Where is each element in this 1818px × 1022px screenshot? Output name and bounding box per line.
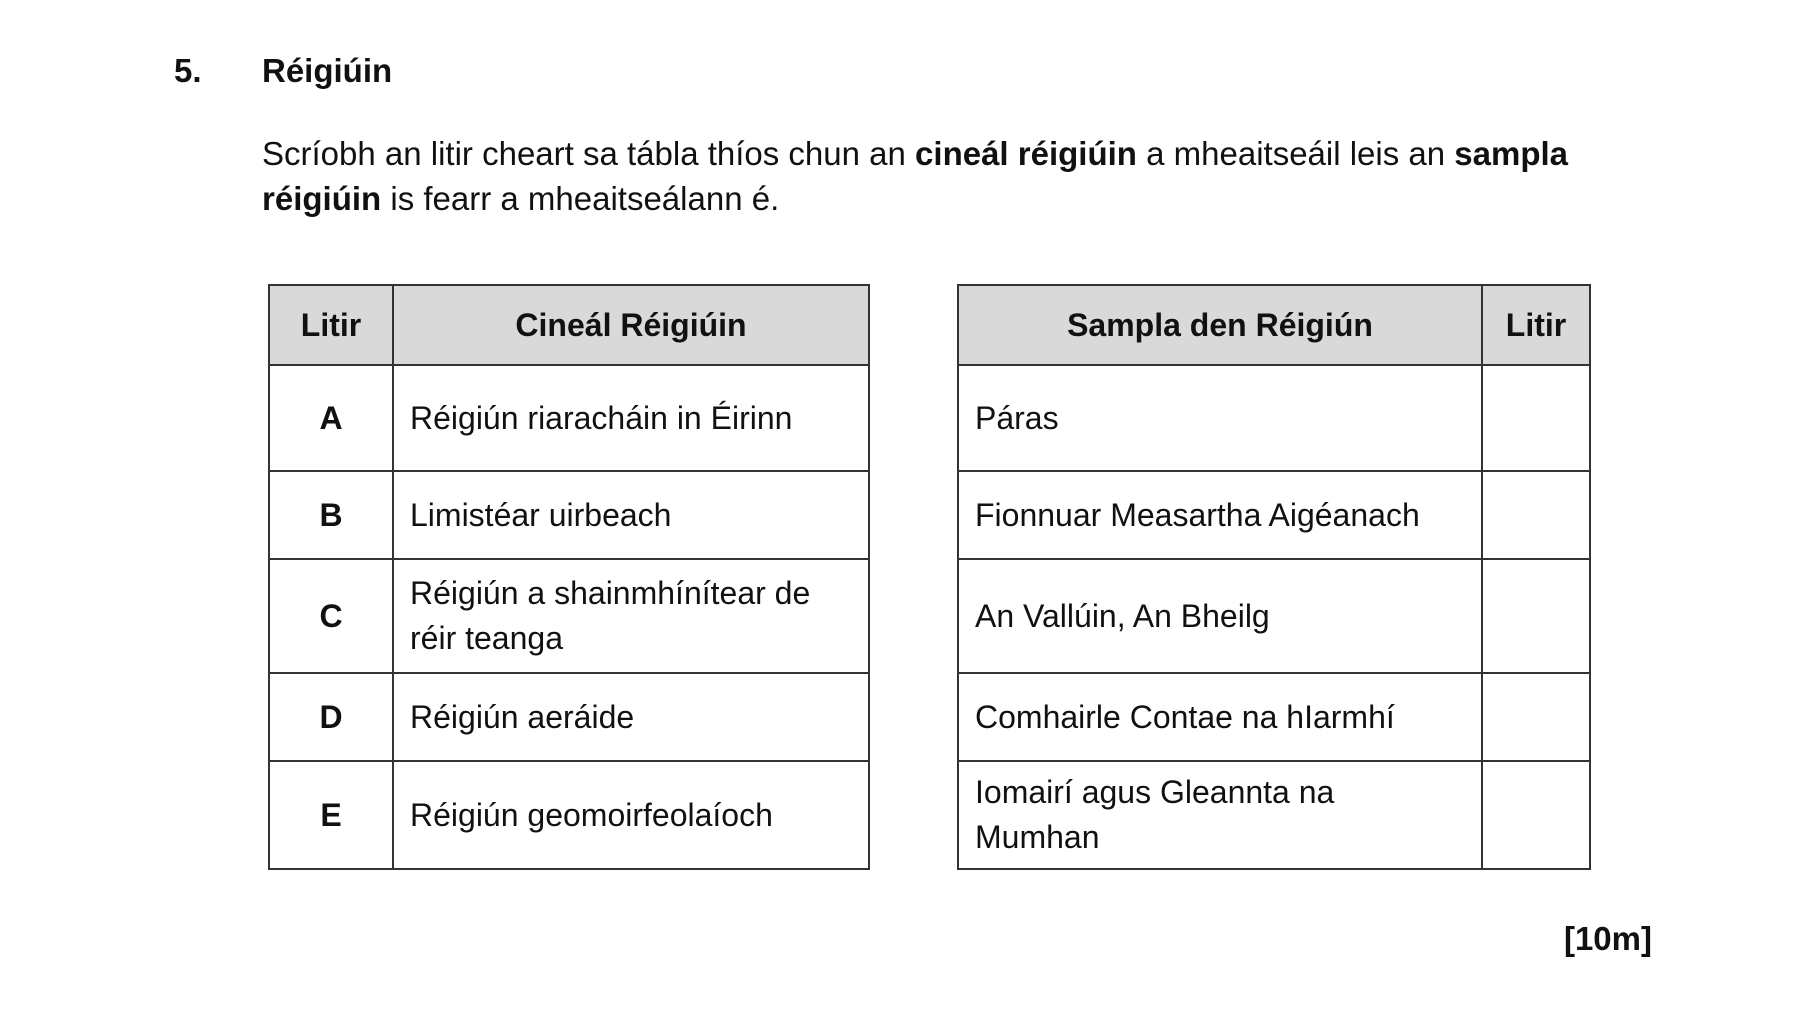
row-region-type: Réigiún a shainmhínítear de réir teanga (393, 559, 869, 673)
row-region-sample: Páras (958, 365, 1482, 471)
table-row (958, 761, 1590, 869)
table-row (269, 673, 869, 761)
row-region-sample: Comhairle Contae na hIarmhí (958, 673, 1482, 761)
header-letter: Litir (1482, 285, 1590, 365)
question-number: 5. (174, 52, 202, 89)
table-header-row (958, 285, 1590, 365)
row-region-type: Limistéar uirbeach (393, 471, 869, 559)
row-letter: A (269, 365, 393, 471)
header-region-type: Cineál Réigiúin (393, 285, 869, 365)
answer-cell[interactable] (1482, 471, 1590, 559)
row-letter: E (269, 761, 393, 869)
question-instructions (262, 131, 1642, 221)
marks-label: [10m] (1563, 920, 1652, 957)
row-region-type: Réigiún geomoirfeolaíoch (393, 761, 869, 869)
instructions-text: Scríobh an litir cheart sa tábla thíos chun an (262, 135, 916, 172)
instructions-bold-region-sample: sampla réigiúin (262, 135, 1569, 217)
question-title: Réigiúin (262, 52, 393, 89)
table-row (958, 673, 1590, 761)
region-sample-table (957, 284, 1591, 870)
row-region-sample: An Vallúin, An Bheilg (958, 559, 1482, 673)
instructions-text: is fearr a mheaitseálann é. (381, 180, 780, 217)
table-row (269, 365, 869, 471)
table-row (269, 471, 869, 559)
table-row (958, 471, 1590, 559)
region-type-table (268, 284, 870, 870)
table-row (958, 365, 1590, 471)
table-row (269, 559, 869, 673)
header-letter: Litir (269, 285, 393, 365)
answer-cell[interactable] (1482, 673, 1590, 761)
answer-cell[interactable] (1482, 761, 1590, 869)
row-region-type: Réigiún riaracháin in Éirinn (393, 365, 869, 471)
answer-cell[interactable] (1482, 365, 1590, 471)
row-letter: C (269, 559, 393, 673)
row-letter: D (269, 673, 393, 761)
row-region-sample: Fionnuar Measartha Aigéanach (958, 471, 1482, 559)
instructions-bold-region-type: cineál réigiúin (915, 135, 1137, 172)
answer-cell[interactable] (1482, 559, 1590, 673)
row-letter: B (269, 471, 393, 559)
row-region-type: Réigiún aeráide (393, 673, 869, 761)
table-row (269, 761, 869, 869)
header-region-sample: Sampla den Réigiún (958, 285, 1482, 365)
table-row (958, 559, 1590, 673)
instructions-text: a mheaitseáil leis an (1136, 135, 1455, 172)
table-header-row (269, 285, 869, 365)
row-region-sample: Iomairí agus Gleannta na Mumhan (958, 761, 1482, 869)
